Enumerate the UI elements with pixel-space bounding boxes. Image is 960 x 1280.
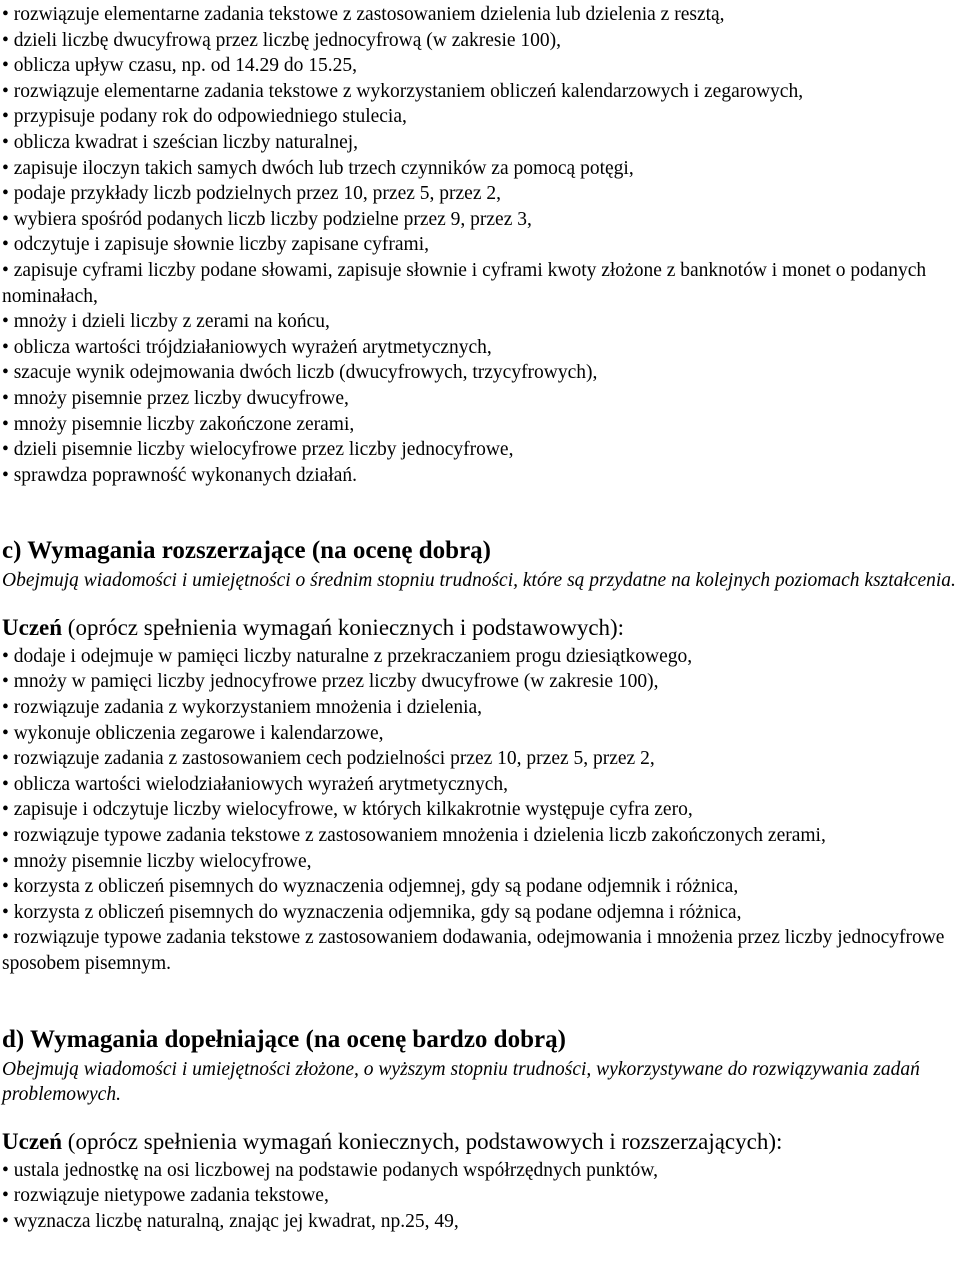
intro-subject: Uczeń <box>2 614 63 640</box>
section-intro <box>2 614 960 642</box>
list-item: • wyznacza liczbę naturalną, znając jej kwadrat, np.25, 49, <box>2 1210 459 1232</box>
complementary-requirements-list <box>2 1158 960 1235</box>
list-item: • rozwiązuje typowe zadania tekstowe z zastosowaniem dodawania, odejmowania i mnożenia przez liczby jednocyfrowe sposobem pisemnym. <box>2 927 945 974</box>
intro-text: (oprócz spełnienia wymagań koniecznych i podstawowych): <box>62 614 625 640</box>
section-heading <box>2 536 960 566</box>
list-item: • oblicza wartości wielodziałaniowych wyrażeń arytmetycznych, <box>2 773 509 795</box>
list-item: • odczytuje i zapisuje słownie liczby zapisane cyframi, <box>2 234 430 256</box>
list-item: • oblicza upływ czasu, np. od 14.29 do 15.25, <box>2 55 358 77</box>
heading-grade: (na ocenę dobrą) <box>305 537 492 565</box>
list-item: • przypisuje podany rok do odpowiedniego stulecia, <box>2 106 407 128</box>
heading-title: Wymagania rozszerzające <box>27 537 306 565</box>
list-item: • mnoży pisemnie liczby zakończone zerami, <box>2 413 355 435</box>
list-item: • podaje przykłady liczb podzielnych przez 10, przez 5, przez 2, <box>2 183 501 205</box>
intro-text: (oprócz spełnienia wymagań koniecznych, podstawowych i rozszerzających): <box>62 1128 783 1154</box>
list-item: • sprawdza poprawność wykonanych działań. <box>2 464 357 486</box>
list-item: • mnoży i dzieli liczby z zerami na końcu, <box>2 311 330 333</box>
list-item: • ustala jednostkę na osi liczbowej na podstawie podanych współrzędnych punktów, <box>2 1159 658 1181</box>
list-item: • wybiera spośród podanych liczb liczby podzielne przez 9, przez 3, <box>2 208 532 230</box>
section-heading <box>2 1025 960 1055</box>
section-description: Obejmują wiadomości i umiejętności o średnim stopniu trudności, które są przydatne na kolejnych poziomach kształcenia. <box>2 570 956 592</box>
top-requirements-list <box>2 2 960 488</box>
list-item: • rozwiązuje zadania z wykorzystaniem mnożenia i dzielenia, <box>2 697 483 719</box>
heading-grade: (na ocenę bardzo dobrą) <box>299 1025 566 1053</box>
list-item: • mnoży pisemnie liczby wielocyfrowe, <box>2 850 312 872</box>
list-item: • dzieli liczbę dwucyfrową przez liczbę jednocyfrową (w zakresie 100), <box>2 29 562 51</box>
section-extended-requirements <box>2 536 960 976</box>
list-item: • rozwiązuje nietypowe zadania tekstowe, <box>2 1185 329 1207</box>
list-item: • oblicza kwadrat i sześcian liczby naturalnej, <box>2 131 359 153</box>
intro-subject: Uczeń <box>2 1128 63 1154</box>
list-item: • dodaje i odejmuje w pamięci liczby naturalne z przekraczaniem progu dziesiątkowego, <box>2 645 693 667</box>
list-item: • szacuje wynik odejmowania dwóch liczb (dwucyfrowych, trzycyfrowych), <box>2 362 598 384</box>
list-item: • korzysta z obliczeń pisemnych do wyznaczenia odjemnika, gdy są podane odjemna i różnica, <box>2 901 742 923</box>
heading-prefix: c) <box>2 537 28 565</box>
document-page <box>0 2 960 1280</box>
list-item: • zapisuje i odczytuje liczby wielocyfrowe, w których kilkakrotnie występuje cyfra zero, <box>2 799 693 821</box>
list-item: • dzieli pisemnie liczby wielocyfrowe przez liczby jednocyfrowe, <box>2 439 514 461</box>
section-complementary-requirements <box>2 1025 960 1235</box>
list-item: • rozwiązuje zadania z zastosowaniem cech podzielności przez 10, przez 5, przez 2, <box>2 748 655 770</box>
list-item: • mnoży w pamięci liczby jednocyfrowe przez liczby dwucyfrowe (w zakresie 100), <box>2 671 659 693</box>
list-item: • mnoży pisemnie przez liczby dwucyfrowe, <box>2 387 349 409</box>
section-intro <box>2 1128 960 1156</box>
extended-requirements-list <box>2 644 960 977</box>
heading-prefix: d) <box>2 1025 31 1053</box>
list-item: • rozwiązuje typowe zadania tekstowe z zastosowaniem mnożenia i dzielenia liczb zakończonych zerami, <box>2 825 826 847</box>
list-item: • korzysta z obliczeń pisemnych do wyznaczenia odjemnej, gdy są podane odjemnik i różnica, <box>2 876 739 898</box>
list-item: • rozwiązuje elementarne zadania tekstowe z zastosowaniem dzielenia lub dzielenia z resztą, <box>2 4 725 25</box>
list-item: • oblicza wartości trójdziałaniowych wyrażeń arytmetycznych, <box>2 336 492 358</box>
list-item: • zapisuje cyframi liczby podane słowami, zapisuje słownie i cyframi kwoty złożone z banknotów i monet o podanych nominałach, <box>2 259 927 307</box>
list-item: • zapisuje iloczyn takich samych dwóch lub trzech czynników za pomocą potęgi, <box>2 157 634 179</box>
list-item: • rozwiązuje elementarne zadania tekstowe z wykorzystaniem obliczeń kalendarzowych i zegarowych, <box>2 80 804 102</box>
list-item: • wykonuje obliczenia zegarowe i kalendarzowe, <box>2 722 384 744</box>
section-description: Obejmują wiadomości i umiejętności złożone, o wyższym stopniu trudności, wykorzystywane do rozwiązywania zadań problemowych. <box>2 1058 920 1106</box>
heading-title: Wymagania dopełniające <box>30 1025 300 1053</box>
